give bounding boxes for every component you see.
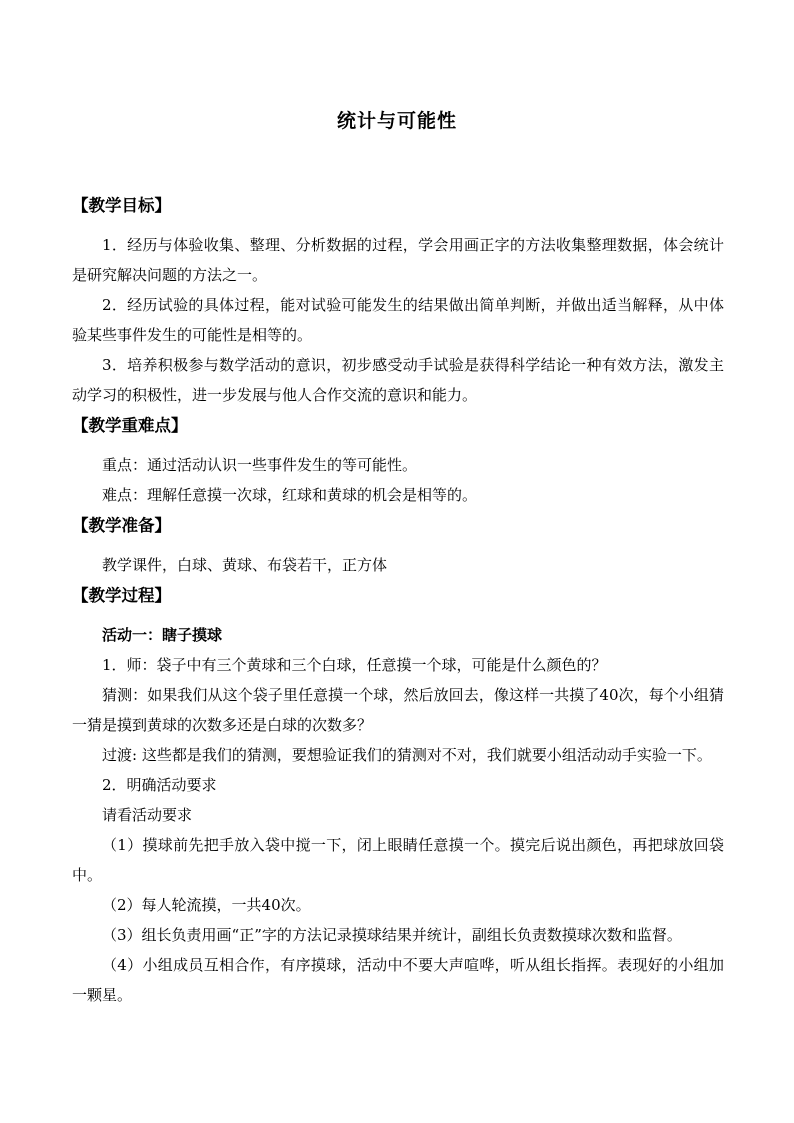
section-heading-process: 【教学过程】 (72, 586, 171, 605)
key-point-focus: 重点：通过活动认识一些事件发生的等可能性。 (102, 456, 418, 474)
process-item-1: 1．师：袋子中有三个黄球和三个白球，任意摸一个球，可能是什么颜色的？ (102, 656, 607, 674)
section-heading-key-points: 【教学重难点】 (72, 416, 188, 435)
process-item-4: 2．明确活动要求 (102, 776, 217, 794)
goal-item-1: 1．经历与体验收集、整理、分析数据的过程，学会用画正字的方法收集整理数据，体会统计是研究解决问题的方法之一。 (72, 236, 724, 284)
activity-title: 活动一：瞎子摸球 (102, 626, 223, 644)
process-item-5: 请看活动要求 (102, 806, 193, 824)
preparation-item: 教学课件，白球、黄球、布袋若干，正方体 (102, 556, 388, 574)
section-heading-goals: 【教学目标】 (72, 196, 171, 215)
goal-item-3: 3．培养积极参与数学活动的意识，初步感受动手试验是获得科学结论一种有效方法，激发主动学习的积极性，进一步发展与他人合作交流的意识和能力。 (72, 356, 724, 404)
process-item-9: （4）小组成员互相合作，有序摸球，活动中不要大声喧哗，听从组长指挥。表现好的小组加一颗星。 (72, 956, 724, 1004)
key-point-difficulty: 难点：理解任意摸一次球，红球和黄球的机会是相等的。 (102, 486, 478, 504)
goal-item-2: 2．经历试验的具体过程，能对试验可能发生的结果做出简单判断，并做出适当解释，从中体验某些事件发生的可能性是相等的。 (72, 296, 724, 344)
document-title: 统计与可能性 (336, 110, 457, 132)
process-item-8: （3）组长负责用画“正”字的方法记录摸球结果并统计，副组长负责数摸球次数和监督。 (102, 926, 682, 944)
section-heading-preparation: 【教学准备】 (72, 516, 171, 535)
process-item-7: （2）每人轮流摸，一共40次。 (102, 896, 311, 914)
process-item-2: 猜测：如果我们从这个袋子里任意摸一个球，然后放回去，像这样一共摸了40次，每个小组猜一猜是摸到黄球的次数多还是白球的次数多？ (72, 686, 724, 734)
process-item-3: 过渡: 这些都是我们的猜测，要想验证我们的猜测对不对，我们就要小组活动动手实验一下。 (102, 746, 712, 764)
process-item-6: （1）摸球前先把手放入袋中搅一下，闭上眼睛任意摸一个。摸完后说出颜色，再把球放回袋中。 (72, 836, 724, 884)
document-body (72, 190, 724, 1010)
